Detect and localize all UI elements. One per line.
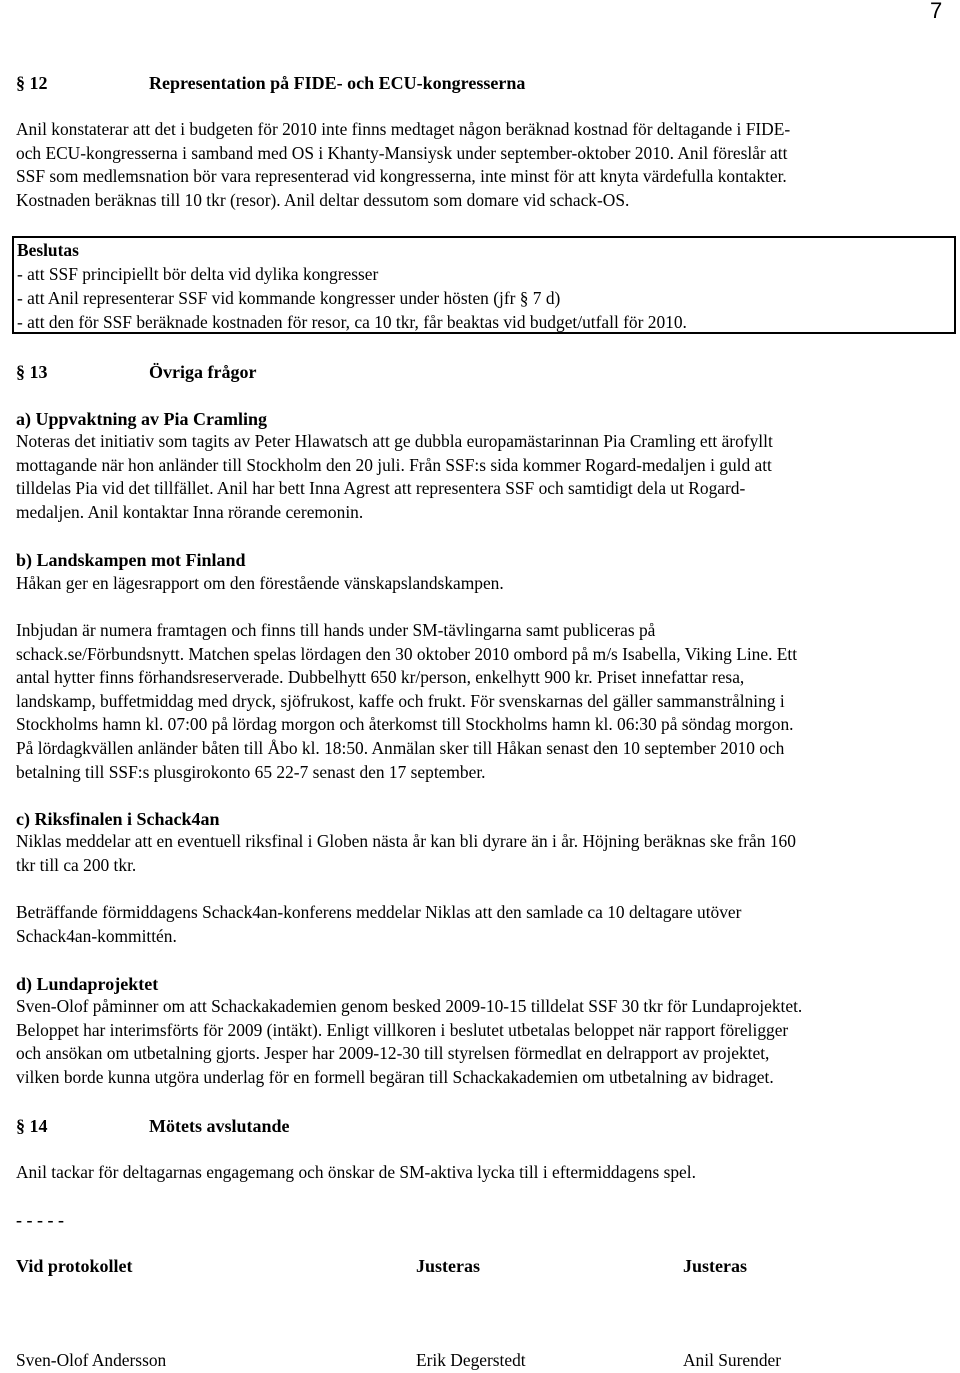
subsection-c-paragraph-2 <box>16 901 946 948</box>
text-line: och ECU-kongresserna i samband med OS i Khanty-Mansiysk under september-oktober 2010. Anil föreslår att <box>16 142 788 163</box>
text-line: tkr till ca 200 tkr. <box>16 854 137 875</box>
text-line: schack.se/Förbundsnytt. Matchen spelas lördagen den 30 oktober 2010 ombord på m/s Isabella, Viking Line. Ett <box>16 643 798 664</box>
text-line: Anil konstaterar att det i budgeten för 2010 inte finns medtaget någon beräknad kostnad för deltagande i FIDE- <box>16 119 791 139</box>
subsection-d-title: d) Lundaprojektet <box>16 974 159 994</box>
subsection-a-title: a) Uppvaktning av Pia Cramling <box>16 409 268 429</box>
decision-box <box>12 236 956 334</box>
section-number: § 12 <box>16 73 48 93</box>
text-line: betalning till SSF:s plusgirokonto 65 22-7 senast den 17 september. <box>16 761 486 782</box>
text-line: antal hytter finns förhandsreserverade. Dubbelhytt 650 kr/person, enkelhytt 900 kr. Priset innefattar resa, <box>16 667 745 688</box>
section-title: Representation på FIDE- och ECU-kongresserna <box>149 73 526 93</box>
subsection-c-paragraph <box>16 830 946 877</box>
section-13-heading <box>16 360 256 384</box>
text-line: Kostnaden beräknas till 10 tkr (resor). Anil deltar dessutom som domare vid schack-OS. <box>16 189 630 210</box>
text-line: mottagande när hon anländer till Stockholm den 20 juli. Från SSF:s sida kommer Rogard-medaljen i guld att <box>16 454 772 475</box>
text-line: vilken borde kunna utgöra underlag för en formell begäran till Schackakademien om utbetalning av bidraget. <box>16 1066 774 1087</box>
signature-label-protocol: Vid protokollet <box>16 1256 133 1276</box>
subsection-b-title: b) Landskampen mot Finland <box>16 550 246 570</box>
text-line: tilldelas Pia vid det tillfället. Anil har bett Inna Agrest att representera SSF och samtidigt dela ut Rogard- <box>16 478 746 499</box>
section-title: Övriga frågor <box>149 362 257 382</box>
subsection-b-paragraph <box>16 572 946 596</box>
text-line: Stockholms hamn kl. 07:00 på lördag morgon och återkomst till Stockholms hamn kl. 06:30 på söndag morgon. <box>16 714 794 735</box>
signature-label-adjuster-1: Justeras <box>416 1256 480 1276</box>
text-line: Sven-Olof påminner om att Schackakademien genom besked 2009-10-15 tilldelat SSF 30 tkr för Lundaprojektet. <box>16 996 803 1016</box>
signature-label-adjuster-2: Justeras <box>683 1256 747 1276</box>
text-line: medaljen. Anil kontaktar Inna rörande ceremonin. <box>16 501 364 522</box>
subsection-d-paragraph <box>16 995 946 1089</box>
section-12-heading <box>16 71 525 95</box>
text-line: Anil tackar för deltagarnas engagemang och önskar de SM-aktiva lycka till i eftermiddagens spel. <box>16 1162 696 1182</box>
signature-name-protocol: Sven-Olof Andersson <box>16 1350 167 1370</box>
text-line: SSF som medlemsnation bör vara representerad vid kongresserna, inte minst för att knyta värdefulla kontakter. <box>16 166 787 187</box>
decision-item: - att SSF principiellt bör delta vid dylika kongresser <box>17 264 379 284</box>
text-line: Beträffande förmiddagens Schack4an-konferens meddelar Niklas att den samlade ca 10 deltagare utöver <box>16 902 742 922</box>
decision-title: Beslutas <box>17 240 79 260</box>
section-title: Mötets avslutande <box>149 1116 290 1136</box>
text-line: Inbjudan är numera framtagen och finns till hands under SM-tävlingarna samt publiceras på <box>16 620 656 640</box>
decision-item: - att den för SSF beräknade kostnaden för resor, ca 10 tkr, får beaktas vid budget/utfall för 2010. <box>17 312 687 332</box>
subsection-c-title: c) Riksfinalen i Schack4an <box>16 809 220 829</box>
text-line: landskamp, buffetmiddag med dryck, sjöfrukost, kaffe och frukt. För svenskarnas del gäller sammanstrålning i <box>16 690 785 711</box>
section-number: § 13 <box>16 362 48 382</box>
text-line: På lördagkvällen anländer båten till Åbo kl. 18:50. Anmälan sker till Håkan senast den 10 september 2010 och <box>16 737 785 758</box>
section-12-paragraph <box>16 118 946 212</box>
text-line: Niklas meddelar att en eventuell riksfinal i Globen nästa år kan bli dyrare än i år. Höjning beräknas ske från 160 <box>16 831 796 851</box>
page-number: 7 <box>930 0 943 23</box>
signature-name-adjuster-2: Anil Surender <box>683 1350 782 1370</box>
section-number: § 14 <box>16 1116 48 1136</box>
section-14-heading <box>16 1114 290 1138</box>
subsection-b-paragraph-2 <box>16 619 946 784</box>
text-line: Schack4an-kommittén. <box>16 925 177 946</box>
text-line: och ansökan om utbetalning gjorts. Jesper har 2009-12-30 till styrelsen förmedlat en delrapport av projektet, <box>16 1043 770 1064</box>
separator: - - - - - <box>16 1210 64 1230</box>
subsection-a-paragraph <box>16 430 946 524</box>
signature-name-adjuster-1: Erik Degerstedt <box>416 1350 526 1370</box>
text-line: Noteras det initiativ som tagits av Peter Hlawatsch att ge dubbla europamästarinnan Pia Cramling ett ärofyllt <box>16 431 773 451</box>
text-line: Håkan ger en lägesrapport om den förestående vänskapslandskampen. <box>16 573 504 593</box>
decision-item: - att Anil representerar SSF vid kommande kongresser under hösten (jfr § 7 d) <box>17 288 561 308</box>
section-14-paragraph <box>16 1161 946 1185</box>
text-line: Beloppet har interimsförts för 2009 (intäkt). Enligt villkoren i beslutet utbetalas beloppet när rapport föreligger <box>16 1019 789 1040</box>
